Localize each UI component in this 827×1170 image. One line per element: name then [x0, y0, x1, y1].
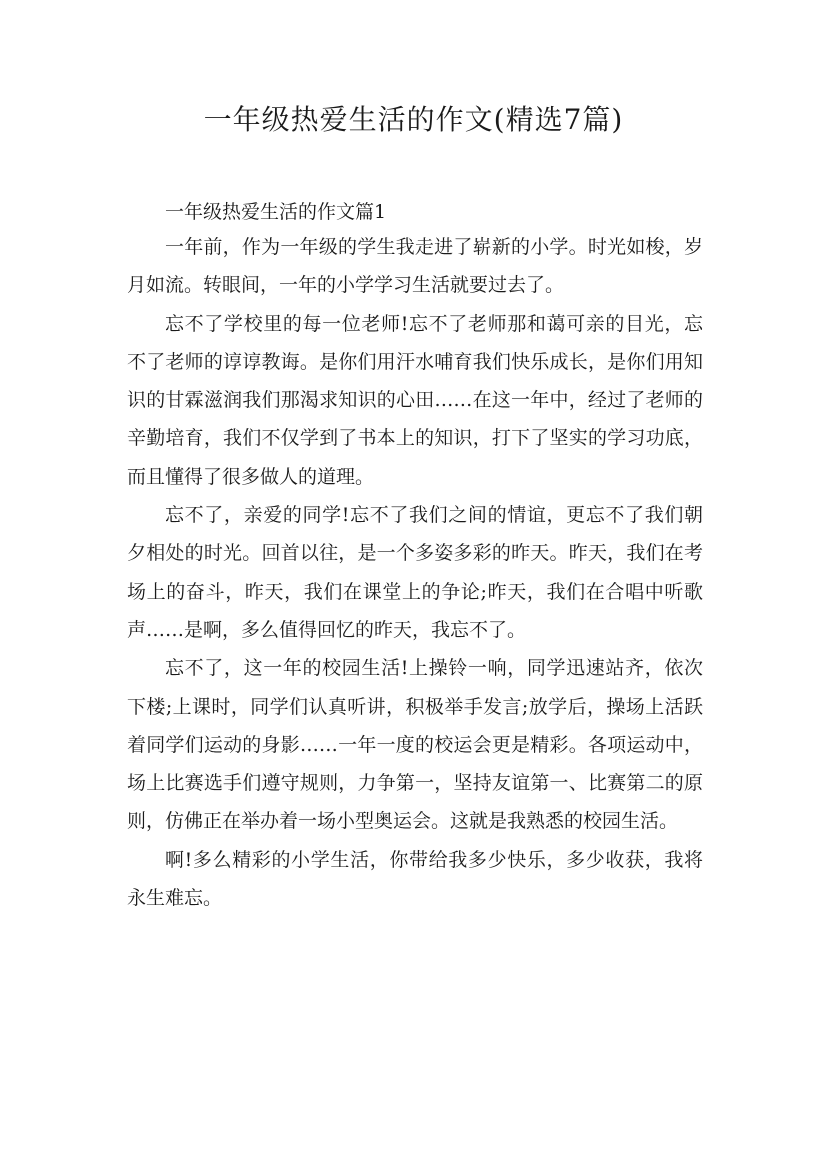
paragraph-5: 啊!多么精彩的小学生活，你带给我多少快乐，多少收获，我将永生难忘。 [127, 848, 703, 910]
section-heading: 一年级热爱生活的作文篇1 [165, 201, 387, 223]
paragraph-4: 忘不了，这一年的校园生活!上操铃一响，同学迅速站齐，依次下楼;上课时，同学们认真听讲，积极举手发言;放学后，操场上活跃着同学们运动的身影……一年一度的校运会更是精彩。各项运动中，场上比赛选手们遵守规则，力争第一，坚持友谊第一、比赛第二的原则，仿佛正在举办着一场小型奥运会。这就是我熟悉的校园生活。 [127, 657, 703, 833]
document-title: 一年级热爱生活的作文(精选7篇) [203, 103, 624, 136]
paragraph-3: 忘不了，亲爱的同学!忘不了我们之间的情谊，更忘不了我们朝夕相处的时光。回首以往，是一个多姿多彩的昨天。昨天，我们在考场上的奋斗，昨天，我们在课堂上的争论;昨天，我们在合唱中听歌声……是啊，多么值得回忆的昨天，我忘不了。 [127, 504, 703, 641]
paragraph-2: 忘不了学校里的每一位老师!忘不了老师那和蔼可亲的目光，忘不了老师的谆谆教诲。是你们用汗水哺育我们快乐成长，是你们用知识的甘霖滋润我们那渴求知识的心田……在这一年中，经过了老师的辛勤培育，我们不仅学到了书本上的知识，打下了坚实的学习功底，而且懂得了很多做人的道理。 [127, 312, 703, 488]
document-body [127, 196, 703, 917]
paragraph-1: 一年前，作为一年级的学生我走进了崭新的小学。时光如梭，岁月如流。转眼间，一年的小学学习生活就要过去了。 [127, 236, 703, 297]
